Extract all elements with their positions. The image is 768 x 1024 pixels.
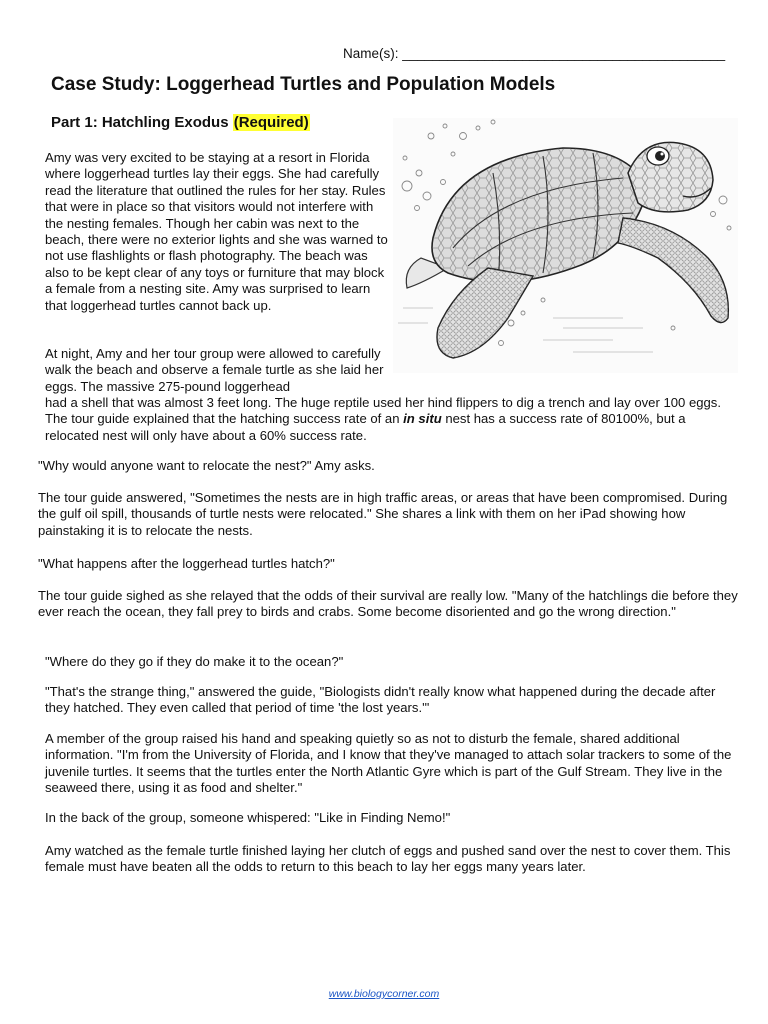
paragraph-conclusion: Amy watched as the female turtle finished laying her clutch of eggs and pushed sand over the nest to cover them. This female must have beaten all the odds to return to this beach to lay her eggs many years later. <box>45 843 731 875</box>
section-heading-label: Part 1: Hatchling Exodus <box>51 114 233 131</box>
section-heading-part1 <box>51 114 310 131</box>
paragraph-lost-years: "That's the strange thing," answered the guide, "Biologists didn't really know what happened during the decade after they hatched. They even called that period of time 'the lost years.'" <box>45 684 716 716</box>
term-in-situ: in situ <box>403 411 442 427</box>
footer-link[interactable]: www.biologycorner.com <box>328 988 440 1000</box>
paragraph-guide-answer: The tour guide answered, "Sometimes the nests are in high traffic areas, or areas that have been compromised. During the gulf oil spill, thousands of turtle nests were relocated." She shares a link with them on her iPad showing how painstaking it is to relocate the nests. <box>38 490 728 538</box>
required-highlight: (Required) <box>233 114 309 131</box>
paragraph-university: A member of the group raised his hand and speaking quietly so as not to disturb the female, shared additional information. "I'm from the University of Florida, and I know that they've managed to attach solar trackers to some of the juvenile turtles. It seems that the turtles enter the North Atlantic Gyre which is part of the Gulf Stream. They live in the seaweed there, using it as food and shelter." <box>45 731 732 796</box>
paragraph-hatch-question: "What happens after the loggerhead turtles hatch?" <box>38 556 335 571</box>
footer <box>0 988 768 1000</box>
paragraph-finding-nemo: In the back of the group, someone whispered: "Like in Finding Nemo!" <box>45 810 451 825</box>
page-title: Case Study: Loggerhead Turtles and Population Models <box>51 74 556 95</box>
text-run: had a shell that was almost 3 feet long. The huge reptile used her hind flippers to dig a trench and lay over 100 eggs. The tour guide explained that the hatching success rate of an <box>45 395 721 427</box>
paragraph-survival: The tour guide sighed as she relayed that the odds of their survival are really low. "Many of the hatchlings die before they ever reach the ocean, they fall prey to birds and crabs. Some become disoriented and go the wrong direction." <box>38 588 738 620</box>
name-field-label: Name(s): ___________________________________________ <box>343 46 726 61</box>
paragraph-night-walk: At night, Amy and her tour group were allowed to carefully walk the beach and observe a female turtle as she laid her eggs. The massive 275-pound loggerhead <box>45 346 384 394</box>
paragraph-ocean-question: "Where do they go if they do make it to the ocean?" <box>45 654 344 669</box>
text-run: nest has a success rate of 80100%, but a relocated nest will only have about a 60% success rate. <box>45 411 686 443</box>
paragraph-relocate-question: "Why would anyone want to relocate the nest?" Amy asks. <box>38 458 375 473</box>
sea-turtle-illustration <box>393 118 738 373</box>
paragraph-intro: Amy was very excited to be staying at a resort in Florida where loggerhead turtles lay their eggs. She had carefully read the literature that outlined the rules for her stay. Rules that were in place so that visitors would not interfere with the nesting females. Though her cabin was next to the beach, there were no exterior lights and she was warned to not use flashlights or flash photography. The beach was also to be kept clear of any toys or furniture that may block a female from a nesting site. Amy was surprised to learn that loggerhead turtles cannot back up. <box>45 150 388 313</box>
paragraph-nest-success <box>45 395 738 444</box>
